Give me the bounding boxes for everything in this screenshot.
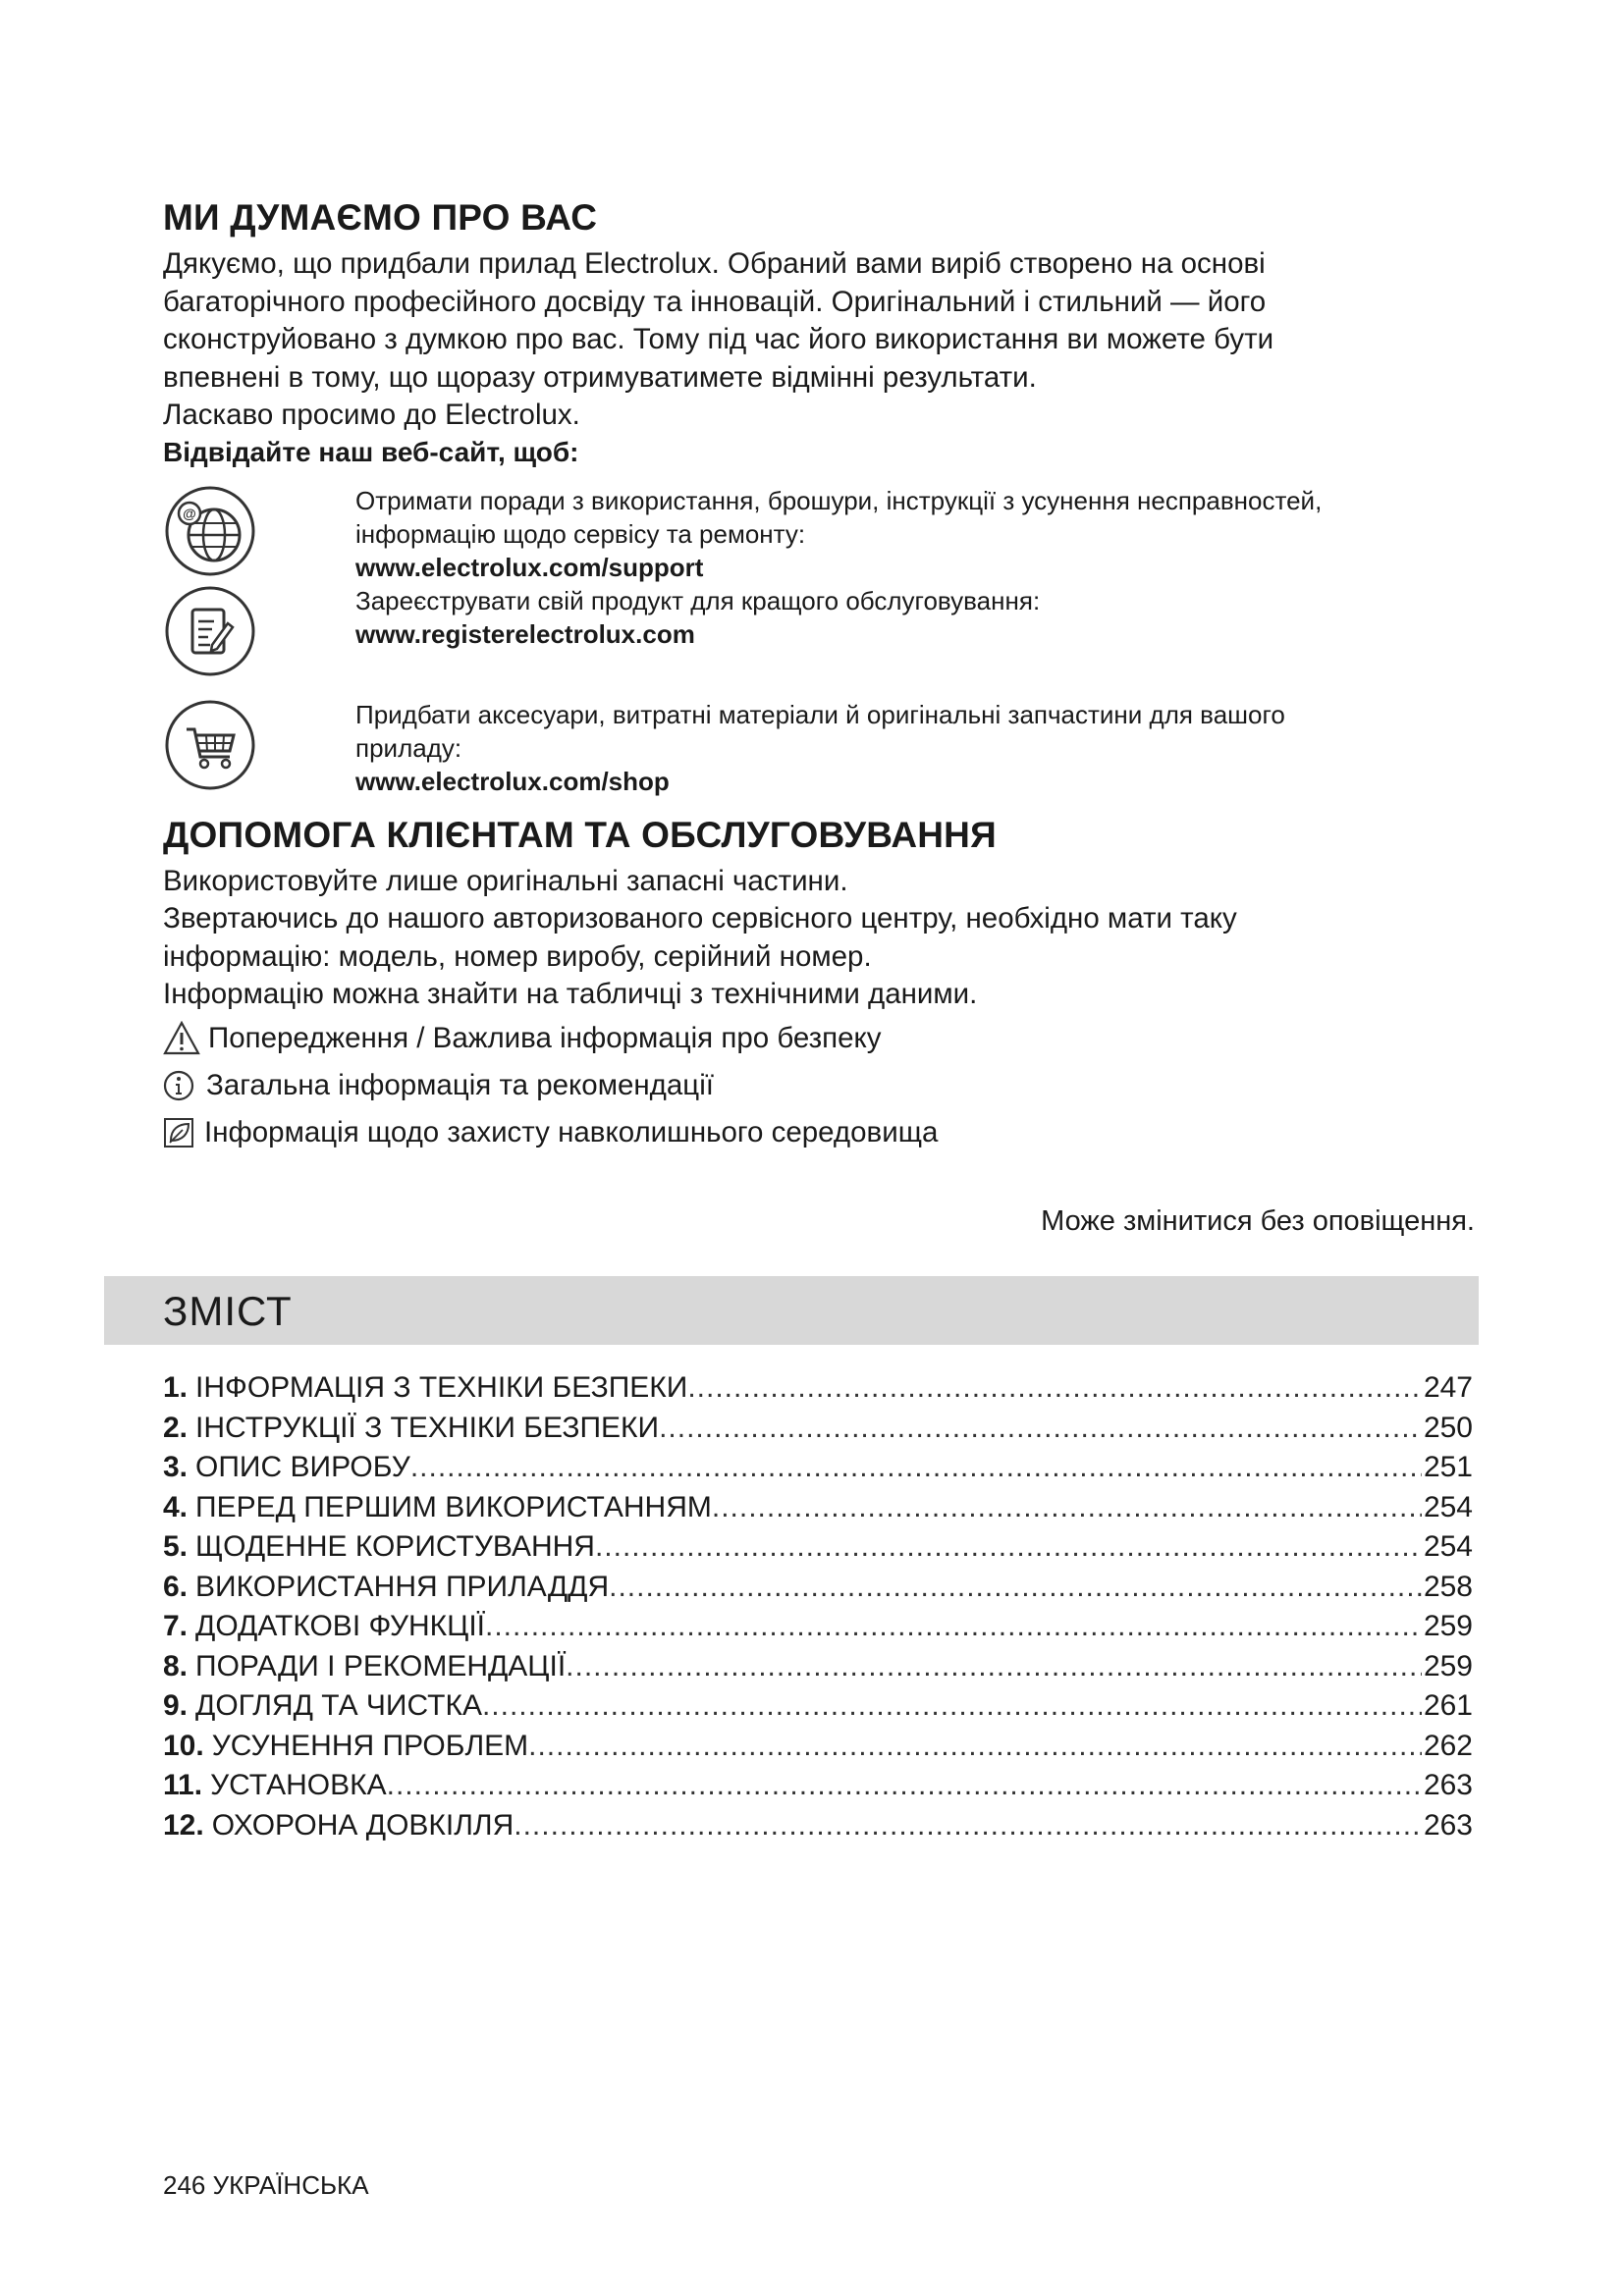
shop-link-row bbox=[163, 698, 1479, 798]
care-line-4: Інформацію можна знайти на табличці з технічними даними. bbox=[163, 978, 978, 1010]
globe-icon-graphic bbox=[163, 484, 257, 578]
shop-desc-line-1: Придбати аксесуари, витратні матеріали й оригінальні запчастини для вашого bbox=[355, 699, 1285, 729]
toc-entry-number: 3. bbox=[163, 1451, 189, 1483]
toc-entry[interactable] bbox=[163, 1766, 1473, 1806]
page-footer: 246 УКРАЇНСЬКА bbox=[163, 2170, 369, 2200]
toc-entry[interactable] bbox=[163, 1647, 1473, 1687]
register-link-text bbox=[355, 584, 1040, 651]
toc-entry-number: 2. bbox=[163, 1411, 189, 1444]
toc-entry-label: ІНФОРМАЦІЯ З ТЕХНІКИ БЕЗПЕКИ bbox=[195, 1371, 688, 1404]
warning-text: Попередження / Важлива інформація про безпеку bbox=[208, 1021, 882, 1054]
toc-entry-page: 259 bbox=[1423, 1649, 1473, 1682]
register-url-link[interactable]: www.registerelectrolux.com bbox=[355, 618, 695, 649]
warning-icon bbox=[163, 1020, 200, 1057]
toc-dot-leader bbox=[410, 1448, 1422, 1488]
toc-entry[interactable] bbox=[163, 1568, 1473, 1608]
info-text: Загальна інформація та рекомендації bbox=[206, 1068, 714, 1101]
toc-entry-number: 7. bbox=[163, 1610, 189, 1642]
shopping-cart-icon-graphic bbox=[163, 698, 257, 792]
toc-entry-number: 1. bbox=[163, 1371, 189, 1404]
toc-dot-leader bbox=[687, 1368, 1422, 1409]
toc-entry[interactable] bbox=[163, 1488, 1473, 1528]
leaf-icon bbox=[163, 1114, 194, 1151]
toc-entry-page: 263 bbox=[1423, 1808, 1473, 1842]
toc-header-band bbox=[104, 1276, 1479, 1345]
toc-dot-leader bbox=[387, 1766, 1422, 1806]
toc-entry-label: ДОГЛЯД ТА ЧИСТКА bbox=[195, 1689, 482, 1722]
toc-entry-number: 8. bbox=[163, 1649, 189, 1682]
toc-title: ЗМІСТ bbox=[163, 1288, 293, 1334]
toc-entry[interactable] bbox=[163, 1727, 1473, 1767]
toc-entry-number: 6. bbox=[163, 1570, 189, 1603]
change-notice: Може змінитися без оповіщення. bbox=[1041, 1205, 1475, 1237]
toc-entry-number: 11. bbox=[163, 1769, 203, 1801]
intro-line-3: сконструйовано з думкою про вас. Тому під час його використання ви можете бути bbox=[163, 323, 1274, 355]
toc-entry-label: ОПИС ВИРОБУ bbox=[195, 1451, 410, 1483]
symbol-row-info bbox=[163, 1067, 1479, 1104]
toc-dot-leader bbox=[482, 1686, 1422, 1727]
toc-entry-label: УСТАНОВКА bbox=[210, 1769, 387, 1801]
toc-dot-leader bbox=[595, 1527, 1422, 1568]
toc-entry-label: ПОРАДИ І РЕКОМЕНДАЦІЇ bbox=[195, 1649, 567, 1682]
toc-entry-label: УСУНЕННЯ ПРОБЛЕМ bbox=[211, 1729, 529, 1762]
toc-entry[interactable] bbox=[163, 1686, 1473, 1727]
register-link-row bbox=[163, 584, 1479, 678]
support-desc-line-1: Отримати поради з використання, брошури, інструкції з усунення несправностей, bbox=[355, 485, 1323, 515]
toc-entry-label: ЩОДЕННЕ КОРИСТУВАННЯ bbox=[195, 1530, 595, 1563]
toc-dot-leader bbox=[528, 1727, 1422, 1767]
care-line-2: Звертаючись до нашого авторизованого сервісного центру, необхідно мати таку bbox=[163, 902, 1237, 934]
toc-entry[interactable] bbox=[163, 1448, 1473, 1488]
visit-website-label: Відвідайте наш веб-сайт, щоб: bbox=[163, 436, 579, 467]
shopping-cart-icon bbox=[163, 698, 355, 792]
toc-dot-leader bbox=[485, 1607, 1422, 1647]
intro-content bbox=[163, 196, 1479, 1161]
toc-entry-number: 5. bbox=[163, 1530, 189, 1563]
symbol-row-environment bbox=[163, 1114, 1479, 1151]
welcome-line: Ласкаво просимо до Electrolux. bbox=[163, 399, 580, 431]
toc-entry[interactable] bbox=[163, 1806, 1473, 1846]
section-title-thinking-of-you: МИ ДУМАЄМО ПРО ВАС bbox=[163, 197, 598, 238]
toc-entry[interactable] bbox=[163, 1409, 1473, 1449]
toc-entry-page: 247 bbox=[1423, 1371, 1473, 1404]
toc-entry-label: ВИКОРИСТАННЯ ПРИЛАДДЯ bbox=[195, 1570, 610, 1603]
table-of-contents bbox=[163, 1368, 1473, 1845]
toc-entry-number: 10. bbox=[163, 1729, 204, 1762]
support-link-row bbox=[163, 484, 1479, 584]
care-line-3: інформацію: модель, номер виробу, серійний номер. bbox=[163, 939, 872, 973]
toc-entry-label: ДОДАТКОВІ ФУНКЦІЇ bbox=[195, 1610, 486, 1642]
toc-dot-leader bbox=[609, 1568, 1422, 1608]
section-title-customer-care: ДОПОМОГА КЛІЄНТАМ ТА ОБСЛУГОВУВАННЯ bbox=[163, 814, 997, 855]
toc-entry-label: ОХОРОНА ДОВКІЛЛЯ bbox=[211, 1808, 514, 1842]
toc-entry-page: 254 bbox=[1423, 1490, 1473, 1523]
globe-icon bbox=[163, 484, 355, 578]
toc-entry-number: 9. bbox=[163, 1689, 189, 1722]
toc-dot-leader bbox=[712, 1488, 1422, 1528]
toc-dot-leader bbox=[566, 1647, 1422, 1687]
register-desc-line-1: Зареєструвати свій продукт для кращого обслуговування: bbox=[355, 585, 1041, 615]
shop-link-text bbox=[355, 698, 1285, 798]
register-icon-graphic bbox=[163, 584, 257, 678]
shop-desc-line-2: приладу: bbox=[355, 732, 462, 763]
toc-entry-number: 12. bbox=[163, 1808, 204, 1842]
toc-entry-page: 262 bbox=[1423, 1729, 1473, 1762]
intro-line-2: багаторічного професійного досвіду та інновацій. Оригінальний і стильний — його bbox=[163, 285, 1267, 318]
info-icon bbox=[163, 1067, 194, 1104]
toc-entry-page: 261 bbox=[1423, 1689, 1473, 1722]
toc-entry[interactable] bbox=[163, 1368, 1473, 1409]
toc-entry-page: 254 bbox=[1423, 1530, 1473, 1563]
toc-entry-page: 258 bbox=[1423, 1570, 1473, 1603]
toc-entry-number: 4. bbox=[163, 1490, 189, 1523]
register-icon bbox=[163, 584, 355, 678]
care-line-1: Використовуйте лише оригінальні запасні частини. bbox=[163, 864, 848, 897]
toc-entry-label: ІНСТРУКЦІЇ З ТЕХНІКИ БЕЗПЕКИ bbox=[195, 1411, 660, 1444]
environment-text: Інформація щодо захисту навколишнього середовища bbox=[204, 1115, 939, 1148]
toc-entry[interactable] bbox=[163, 1527, 1473, 1568]
toc-entry-page: 263 bbox=[1423, 1769, 1473, 1801]
toc-dot-leader bbox=[659, 1409, 1422, 1449]
toc-entry-page: 259 bbox=[1423, 1610, 1473, 1642]
toc-entry-page: 251 bbox=[1423, 1451, 1473, 1483]
toc-entry-page: 250 bbox=[1423, 1411, 1473, 1444]
support-url-link[interactable]: www.electrolux.com/support bbox=[355, 552, 704, 582]
toc-entry[interactable] bbox=[163, 1607, 1473, 1647]
symbol-row-warning bbox=[163, 1020, 1479, 1057]
intro-line-1: Дякуємо, що придбали прилад Electrolux. Обраний вами виріб створено на основі bbox=[163, 247, 1266, 280]
support-link-text bbox=[355, 484, 1322, 584]
svg-text:@: @ bbox=[183, 505, 196, 521]
toc-dot-leader bbox=[514, 1806, 1422, 1846]
shop-url-link[interactable]: www.electrolux.com/shop bbox=[355, 766, 670, 796]
support-desc-line-2: інформацію щодо сервісу та ремонту: bbox=[355, 518, 806, 549]
intro-line-4: впевнені в тому, що щоразу отримуватимете відмінні результати. bbox=[163, 360, 1037, 394]
toc-entry-label: ПЕРЕД ПЕРШИМ ВИКОРИСТАННЯМ bbox=[195, 1490, 712, 1523]
